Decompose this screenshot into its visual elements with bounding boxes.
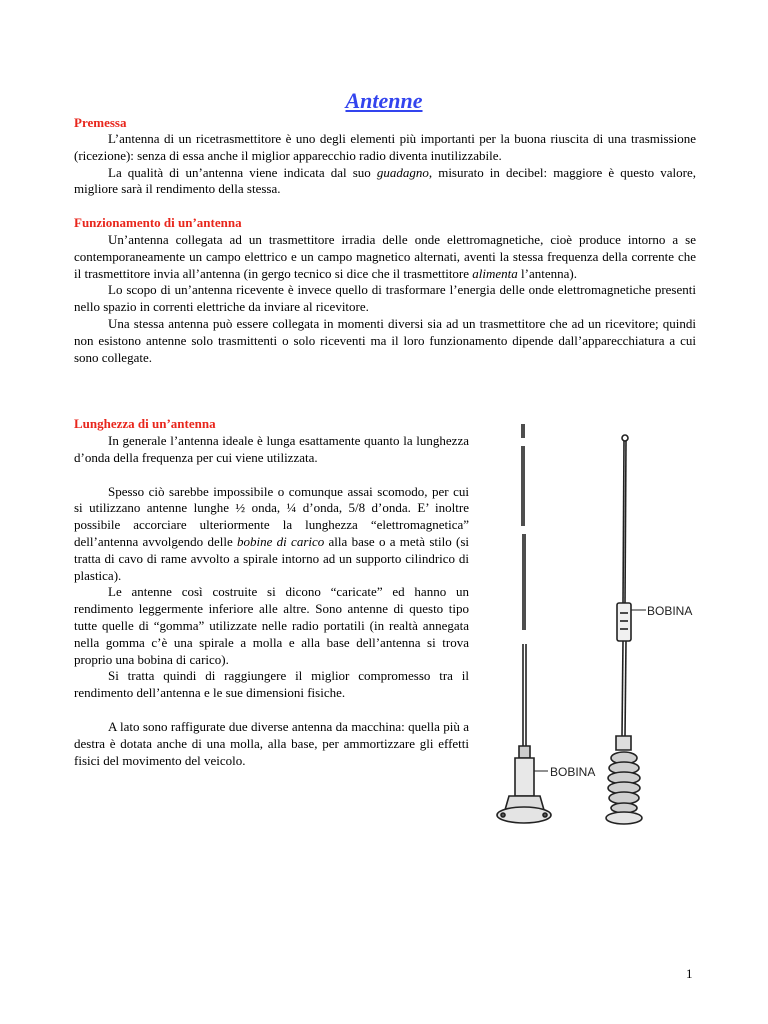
page-number: 1 xyxy=(686,966,693,981)
emphasis-alimenta: alimenta xyxy=(472,265,518,281)
emphasis-guadagno: guadagno xyxy=(376,164,429,180)
lunghezza-paragraph-1: In generale l’antenna ideale è lunga esattamente quanto la lunghezza d’onda della frequenza per cui viene utilizzata. xyxy=(74,433,469,465)
premessa-paragraph-1: L’antenna di un ricetrasmettitore è uno degli elementi più importanti per la buona riuscita di una trasmissione (ricezione): senza di essa anche il miglior apparecchio radio diventa inutilizzabile. xyxy=(74,131,696,163)
funzionamento-paragraph-1 xyxy=(74,232,696,282)
text-run: La qualità di un’antenna viene indicata dal suo xyxy=(108,164,377,180)
lunghezza-paragraph-3: Le antenne così costruite si dicono “caricate” ed hanno un rendimento leggermente inferiore alle altre. Sono antenne di questo tipo tutte quelle di “gomma” utilizzate nelle radio portatili (in realtà annegata nella gomma c’è una spirale a molla e alla base dell’antenna si trova proprio una bobina di carico). xyxy=(74,584,469,667)
emphasis-bobine-di-carico: bobine di carico xyxy=(237,533,325,549)
label-bobina-bottom: BOBINA xyxy=(550,765,596,779)
premessa-paragraph-2 xyxy=(74,165,696,199)
section-lunghezza xyxy=(74,433,469,769)
text-run: Spesso ciò sarebbe impossibile o comunque assai scomodo, per cui si utilizzano antenne lunghe ½ onda, ¼ d’onda, 5/8 d’onda. E’ inoltre possibile accorciare ulteriormente la lunghezza “elettromagnetica” dell’antenna avvolgendo delle xyxy=(74,483,469,549)
antenna-illustration xyxy=(488,418,710,830)
heading-premessa: Premessa xyxy=(74,115,127,130)
lunghezza-paragraph-5: A lato sono raffigurate due diverse antenna da macchina: quella più a destra è dotata anche di una molla, alla base, per ammortizzare gli effetti fisici del movimento del veicolo. xyxy=(74,718,469,768)
text-run: Un’antenna collegata ad un trasmettitore irradia delle onde elettromagnetiche, cioè produce intorno a se contemporaneamente un campo elettrico e un campo magnetico alternati, aventi la stessa frequenza della corrente che il trasmettitore invia all’antenna (in gergo tecnico si dice che il trasmettitore xyxy=(74,232,696,281)
text-run: l’antenna). xyxy=(517,265,577,281)
label-bobina-top: BOBINA xyxy=(647,604,693,618)
page-title: Antenne xyxy=(345,88,423,113)
text-run: alla base o a metà stilo (si tratta di cavo di rame avvolto a spirale intorno ad un supporto cilindrico di plastica). xyxy=(74,533,469,583)
heading-lunghezza: Lunghezza di un’antenna xyxy=(74,416,216,431)
text-run: , misurato in decibel: maggiore è questo valore, migliore sarà il rendimento della stessa. xyxy=(74,164,697,197)
funzionamento-paragraph-3: Una stessa antenna può essere collegata in momenti diversi sia ad un trasmettitore che ad un ricevitore; quindi non esistono antenne solo trasmittenti o solo riceventi ma il loro funzionamento dipende dall’apparecchiatura a cui sono collegate. xyxy=(74,315,696,365)
lunghezza-paragraph-2 xyxy=(74,484,469,585)
funzionamento-paragraph-2: Lo scopo di un’antenna ricevente è invece quello di trasformare l’energia delle onde elettromagnetiche presenti nello spazio in correnti elettriche da inviare al ricevitore. xyxy=(74,282,696,315)
heading-funzionamento: Funzionamento di un’antenna xyxy=(74,215,242,230)
antenna-left xyxy=(497,424,551,823)
antenna-right xyxy=(606,435,642,824)
lunghezza-paragraph-4: Si tratta quindi di raggiungere il miglior compromesso tra il rendimento dell’antenna e le sue dimensioni fisiche. xyxy=(74,668,469,701)
section-premessa xyxy=(74,131,696,198)
section-funzionamento xyxy=(74,232,696,366)
